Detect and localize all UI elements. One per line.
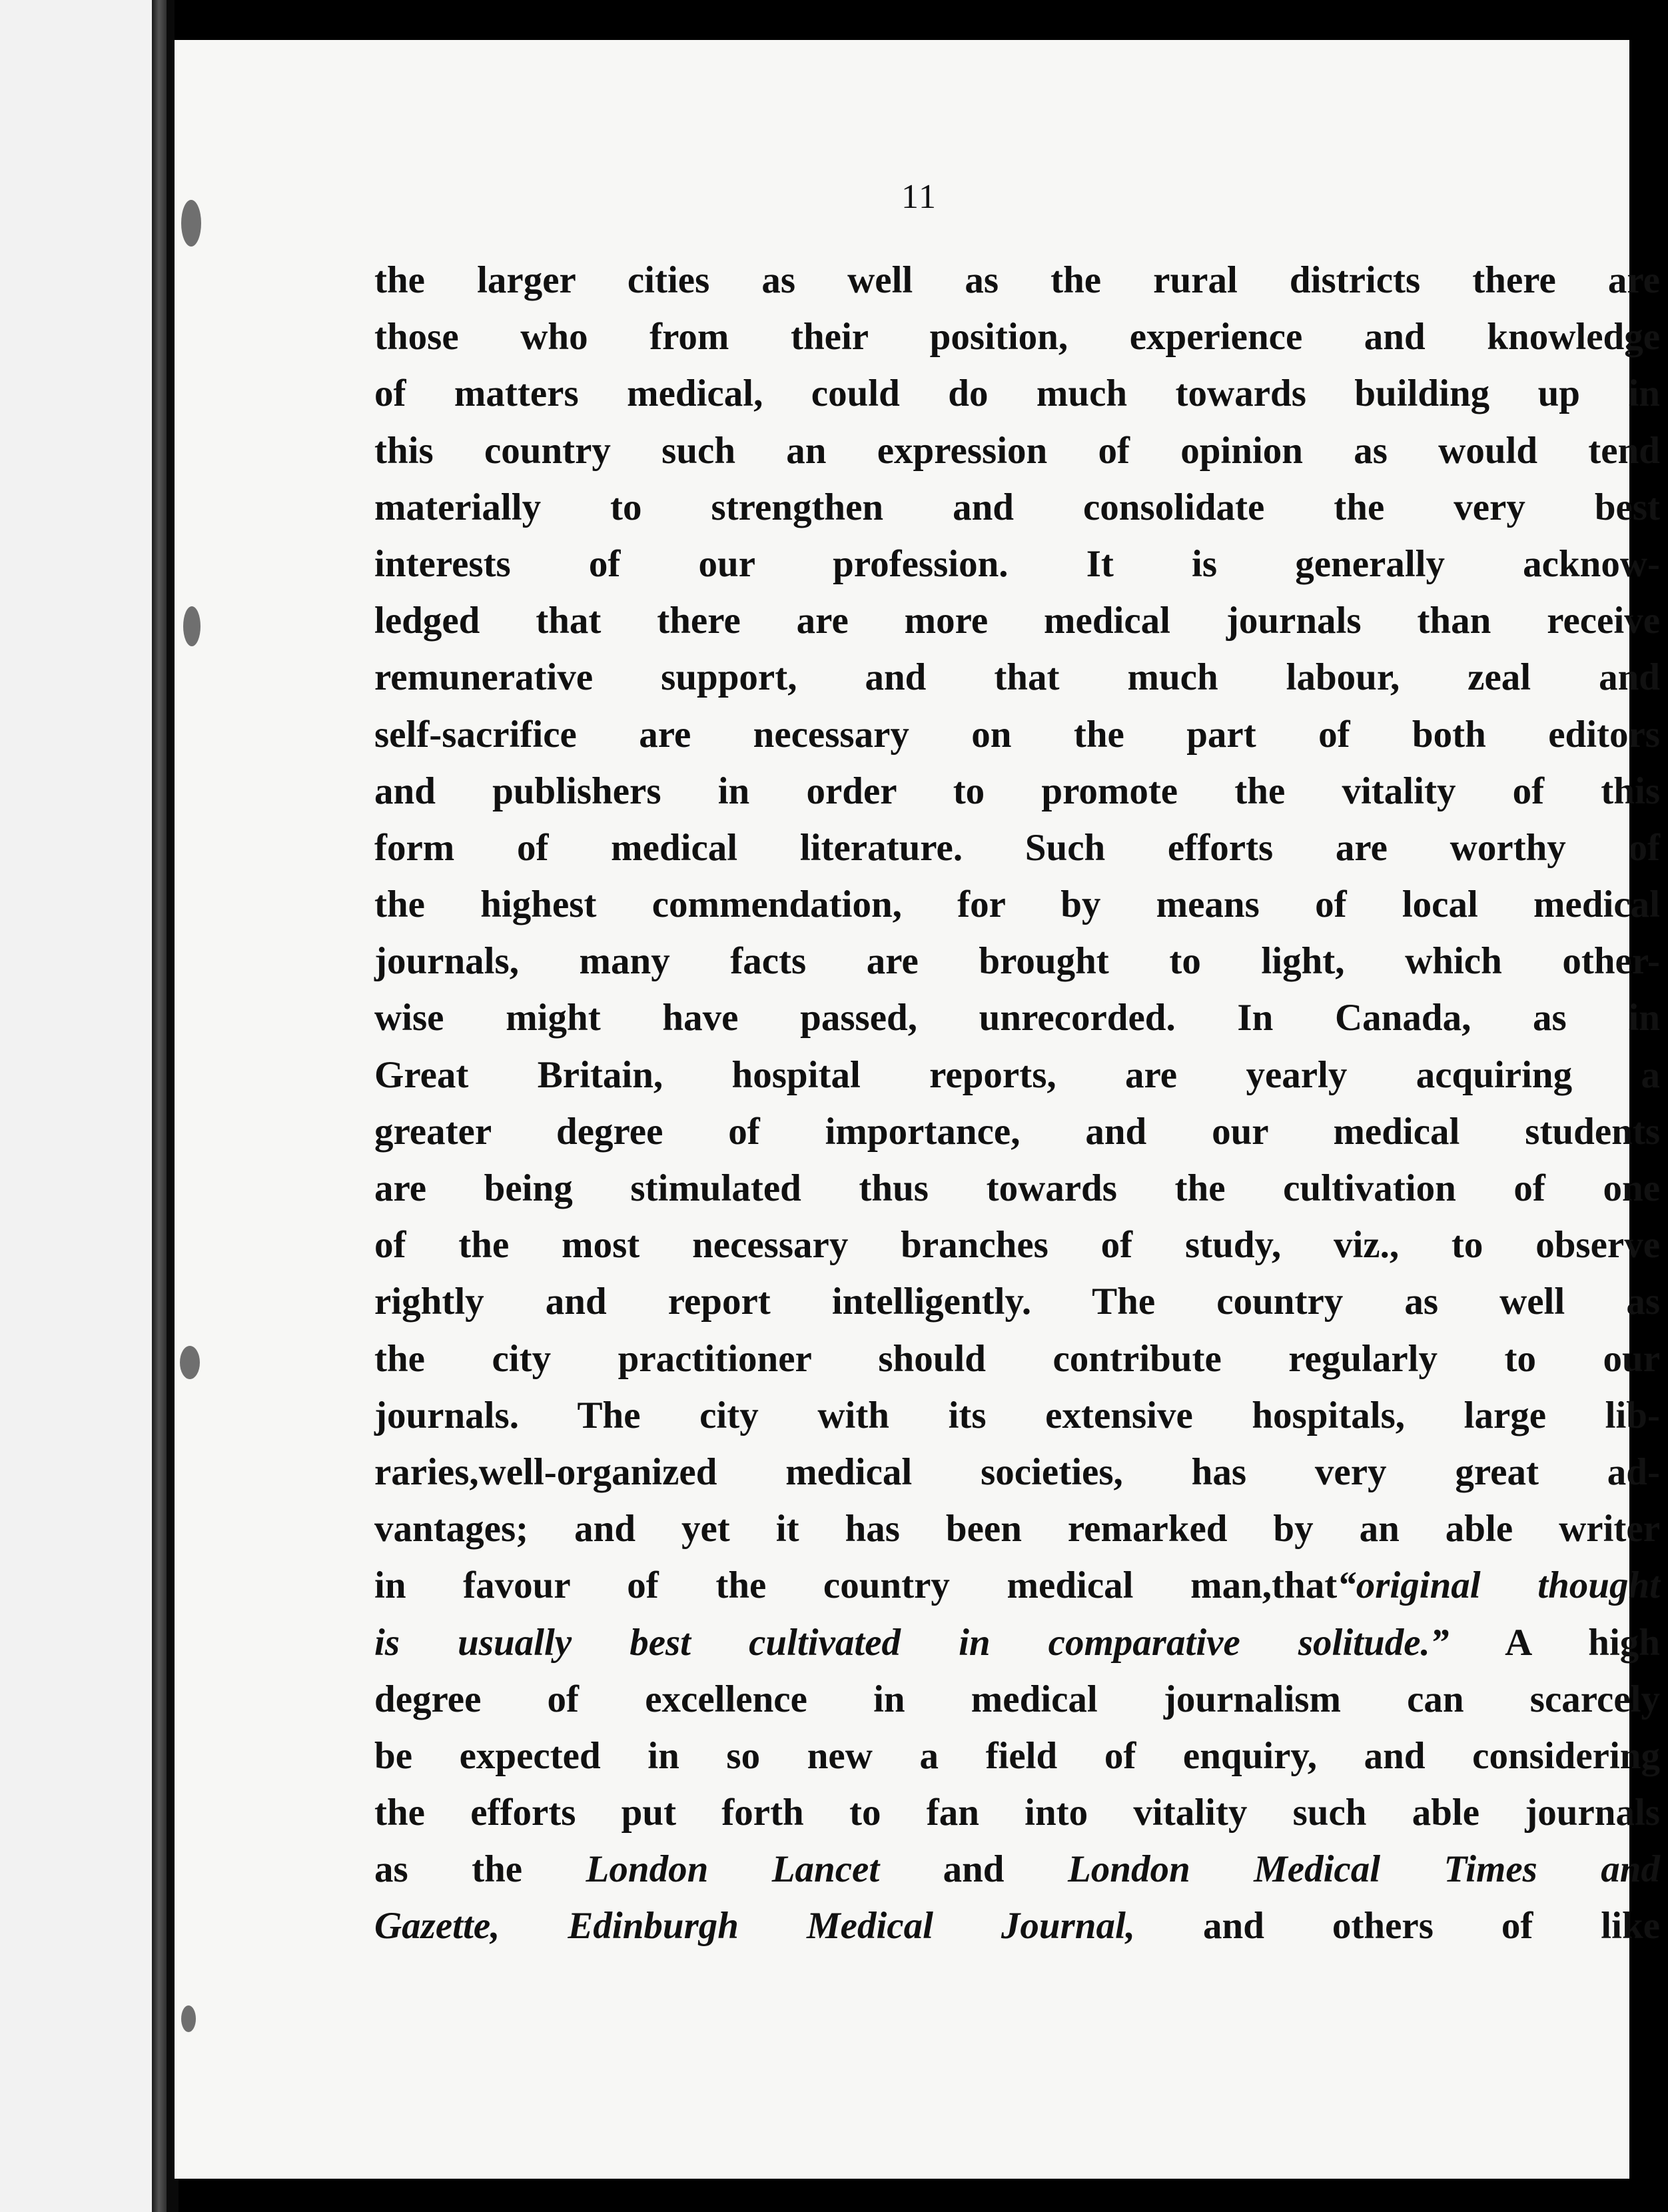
text-segment: wise might have passed, unrecorded. In Canada, as in bbox=[374, 997, 1660, 1039]
text-segment: rightly and report intelligently. The country as well as bbox=[374, 1281, 1660, 1323]
text-segment: the highest commendation, for by means of local medical bbox=[374, 883, 1660, 926]
text-segment: the efforts put forth to fan into vitality such able journals bbox=[374, 1792, 1660, 1834]
text-segment: this country such an expression of opinion as would tend bbox=[374, 429, 1660, 472]
text-line bbox=[374, 1160, 1660, 1217]
italic-text: London Lancet bbox=[586, 1848, 880, 1891]
text-segment: and publishers in order to promote the vitality of this bbox=[374, 770, 1660, 812]
text-line bbox=[374, 706, 1660, 763]
binding-mark bbox=[181, 200, 201, 247]
italic-text: “original thought bbox=[1337, 1564, 1661, 1607]
text-segment: as the bbox=[374, 1848, 586, 1891]
text-segment: the larger cities as well as the rural districts there are bbox=[374, 259, 1660, 301]
text-segment: A high bbox=[1449, 1621, 1660, 1664]
text-segment: materially to strengthen and consolidate the very best bbox=[374, 486, 1660, 528]
italic-text: London Medical Times and bbox=[1067, 1848, 1660, 1891]
text-segment: journals. The city with its extensive hospitals, large lib- bbox=[374, 1394, 1660, 1436]
scan-top-border bbox=[175, 0, 1668, 41]
text-line bbox=[374, 1047, 1660, 1103]
text-segment: ledged that there are more medical journals than receive bbox=[374, 600, 1660, 642]
italic-text: Gazette, Edinburgh Medical Journal, bbox=[374, 1905, 1136, 1947]
text-segment: journals, many facts are brought to light, which other- bbox=[374, 940, 1660, 983]
text-line bbox=[374, 1387, 1660, 1444]
text-line bbox=[374, 1898, 1660, 1954]
text-line bbox=[374, 1500, 1660, 1557]
text-segment: Great Britain, hospital reports, are yearly acquiring a bbox=[374, 1053, 1660, 1096]
text-segment: interests of our profession. It is generally acknow- bbox=[374, 542, 1660, 585]
binding-mark bbox=[181, 2005, 196, 2032]
text-line bbox=[374, 820, 1660, 876]
text-line bbox=[374, 989, 1660, 1046]
text-line bbox=[374, 1841, 1660, 1898]
text-line bbox=[374, 536, 1660, 592]
text-segment: form of medical literature. Such efforts are worthy of bbox=[374, 826, 1660, 869]
text-line bbox=[374, 1614, 1660, 1671]
text-line bbox=[374, 365, 1660, 422]
text-line bbox=[374, 1103, 1660, 1160]
text-segment: in favour of the country medical man,that bbox=[374, 1564, 1338, 1607]
text-line bbox=[374, 876, 1660, 933]
binding-mark bbox=[183, 606, 201, 646]
text-segment: are being stimulated thus towards the cultivation of one bbox=[374, 1167, 1660, 1209]
text-segment: of matters medical, could do much towards building up in bbox=[374, 372, 1660, 415]
text-line bbox=[374, 1217, 1660, 1273]
text-segment: the city practitioner should contribute regularly to our bbox=[374, 1337, 1660, 1380]
binding-mark bbox=[180, 1346, 200, 1379]
text-segment: remunerative support, and that much labour, zeal and bbox=[374, 656, 1660, 699]
text-line bbox=[374, 479, 1660, 536]
text-segment: vantages; and yet it has been remarked by an able writer bbox=[374, 1508, 1660, 1550]
text-line bbox=[374, 649, 1660, 706]
previous-page-edge bbox=[0, 0, 167, 2212]
page-number: 11 bbox=[901, 178, 938, 216]
italic-text: is usually best cultivated in comparative solitude.” bbox=[374, 1621, 1450, 1664]
text-segment: self-sacrifice are necessary on the part of both editors bbox=[374, 713, 1660, 756]
text-line bbox=[374, 592, 1660, 649]
text-line bbox=[374, 1444, 1660, 1500]
text-line bbox=[374, 422, 1660, 479]
text-segment: and bbox=[879, 1848, 1068, 1891]
text-segment: and others of like bbox=[1135, 1905, 1660, 1947]
text-line bbox=[374, 308, 1660, 365]
text-line bbox=[374, 1728, 1660, 1784]
text-segment: raries,well-organized medical societies, has very great ad- bbox=[374, 1450, 1660, 1493]
text-segment: of the most necessary branches of study, viz., to observe bbox=[374, 1224, 1660, 1267]
body-text bbox=[374, 252, 1660, 1955]
text-segment: be expected in so new a field of enquiry, and considering bbox=[374, 1734, 1660, 1777]
text-segment: degree of excellence in medical journalism can scarcely bbox=[374, 1678, 1660, 1720]
text-line bbox=[374, 1557, 1660, 1614]
scanned-page bbox=[175, 40, 1661, 2179]
text-line bbox=[374, 1273, 1660, 1330]
text-line bbox=[374, 1784, 1660, 1841]
text-segment: greater degree of importance, and our medical students bbox=[374, 1110, 1660, 1153]
text-line bbox=[374, 252, 1660, 308]
text-line bbox=[374, 1671, 1660, 1728]
text-line bbox=[374, 1331, 1660, 1387]
text-segment: those who from their position, experience and knowledge bbox=[374, 316, 1660, 358]
text-line bbox=[374, 933, 1660, 989]
text-line bbox=[374, 763, 1660, 820]
